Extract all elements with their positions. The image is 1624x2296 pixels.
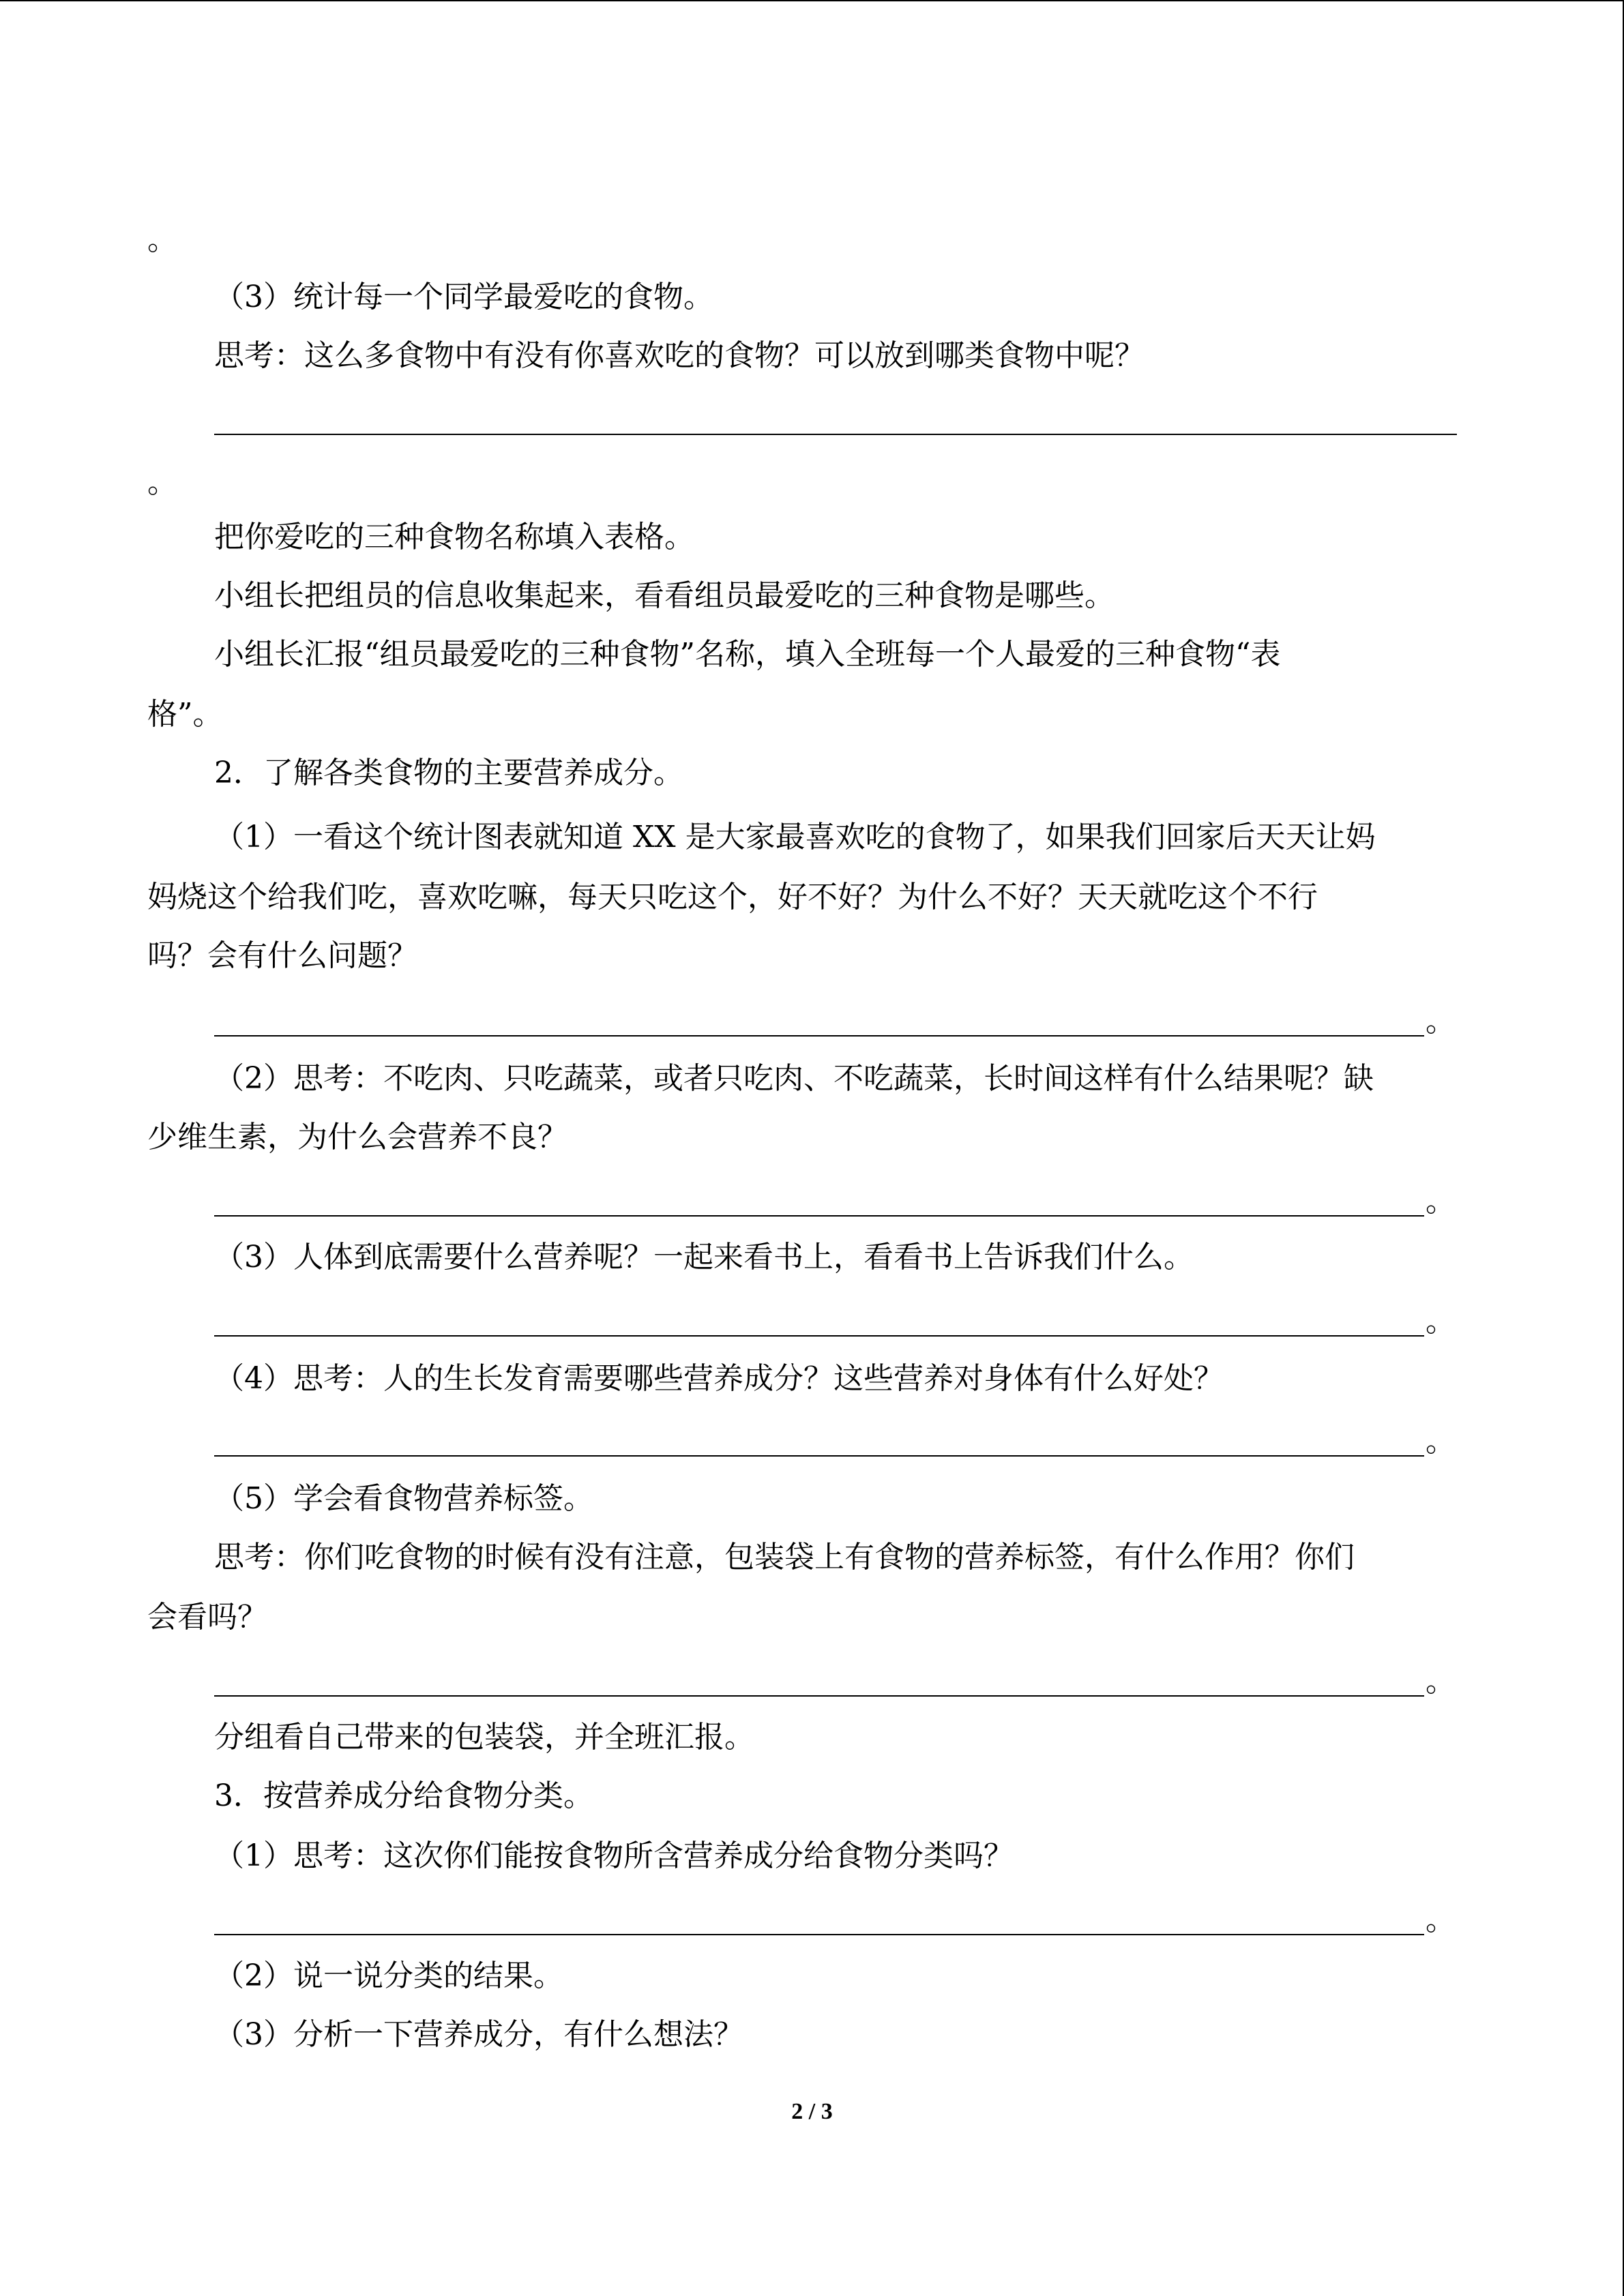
question-5-title: （5）学会看食物营养标签。 bbox=[214, 1481, 593, 1516]
section-3-question-1: （1）思考：这次你们能按食物所含营养成分给食物分类吗？ bbox=[214, 1838, 1014, 1873]
answer-blank-6 bbox=[214, 1695, 1424, 1697]
answer-blank-5-period: 。 bbox=[1426, 1424, 1456, 1459]
answer-blank-2-period: 。 bbox=[1426, 1004, 1456, 1039]
group-report-instruction: 分组看自己带来的包装袋，并全班汇报。 bbox=[214, 1720, 754, 1755]
answer-blank-6-period: 。 bbox=[1426, 1664, 1456, 1699]
answer-blank-3-period: 。 bbox=[1426, 1184, 1456, 1219]
answer-blank-7-period: 。 bbox=[1426, 1903, 1456, 1937]
question-1-line-2: 妈烧这个给我们吃，喜欢吃嘛，每天只吃这个，好不好？为什么不好？天天就吃这个不行 bbox=[147, 880, 1318, 914]
top-period: 。 bbox=[147, 222, 177, 257]
question-1-line-1: （1）一看这个统计图表就知道 XX 是大家最喜欢吃的食物了，如果我们回家后天天让妈 bbox=[214, 820, 1376, 854]
answer-blank-4-period: 。 bbox=[1426, 1304, 1456, 1339]
period-after-blank-1: 。 bbox=[147, 465, 177, 500]
question-5-think-line-2: 会看吗？ bbox=[147, 1600, 267, 1635]
leader-collect-instruction: 小组长把组员的信息收集起来，看看组员最爱吃的三种食物是哪些。 bbox=[214, 578, 1114, 613]
question-2-line-1: （2）思考：不吃肉、只吃蔬菜，或者只吃肉、不吃蔬菜，长时间这样有什么结果呢？缺 bbox=[214, 1061, 1374, 1096]
leader-report-line-2: 格”。 bbox=[147, 697, 223, 732]
answer-blank-7 bbox=[214, 1934, 1424, 1935]
leader-report-line-1: 小组长汇报“组员最爱吃的三种食物”名称，填入全班每一个人最爱的三种食物“表 bbox=[214, 637, 1281, 672]
section-3-question-3: （3）分析一下营养成分，有什么想法？ bbox=[214, 2017, 743, 2052]
page-number: 2 / 3 bbox=[791, 2099, 833, 2124]
fill-table-instruction: 把你爱吃的三种食物名称填入表格。 bbox=[214, 520, 694, 554]
answer-blank-2 bbox=[214, 1035, 1424, 1037]
answer-blank-3 bbox=[214, 1215, 1424, 1217]
question-2-line-2: 少维生素，为什么会营养不良？ bbox=[147, 1120, 567, 1154]
question-4: （4）思考：人的生长发育需要哪些营养成分？这些营养对身体有什么好处？ bbox=[214, 1361, 1224, 1396]
answer-blank-1 bbox=[214, 434, 1457, 435]
section-2-title: 2．了解各类食物的主要营养成分。 bbox=[214, 756, 683, 790]
question-5-think-line-1: 思考：你们吃食物的时候有没有注意，包装袋上有食物的营养标签，有什么作用？你们 bbox=[214, 1540, 1355, 1575]
answer-blank-5 bbox=[214, 1455, 1424, 1457]
question-1-line-3: 吗？会有什么问题？ bbox=[147, 938, 417, 973]
question-3: （3）人体到底需要什么营养呢？一起来看书上，看看书上告诉我们什么。 bbox=[214, 1240, 1194, 1274]
item-3-title: （3）统计每一个同学最爱吃的食物。 bbox=[214, 280, 713, 314]
item-3-think: 思考：这么多食物中有没有你喜欢吃的食物？可以放到哪类食物中呢？ bbox=[214, 338, 1145, 373]
answer-blank-4 bbox=[214, 1335, 1424, 1337]
section-3-question-2: （2）说一说分类的结果。 bbox=[214, 1958, 563, 1993]
section-3-title: 3．按营养成分给食物分类。 bbox=[214, 1778, 593, 1813]
